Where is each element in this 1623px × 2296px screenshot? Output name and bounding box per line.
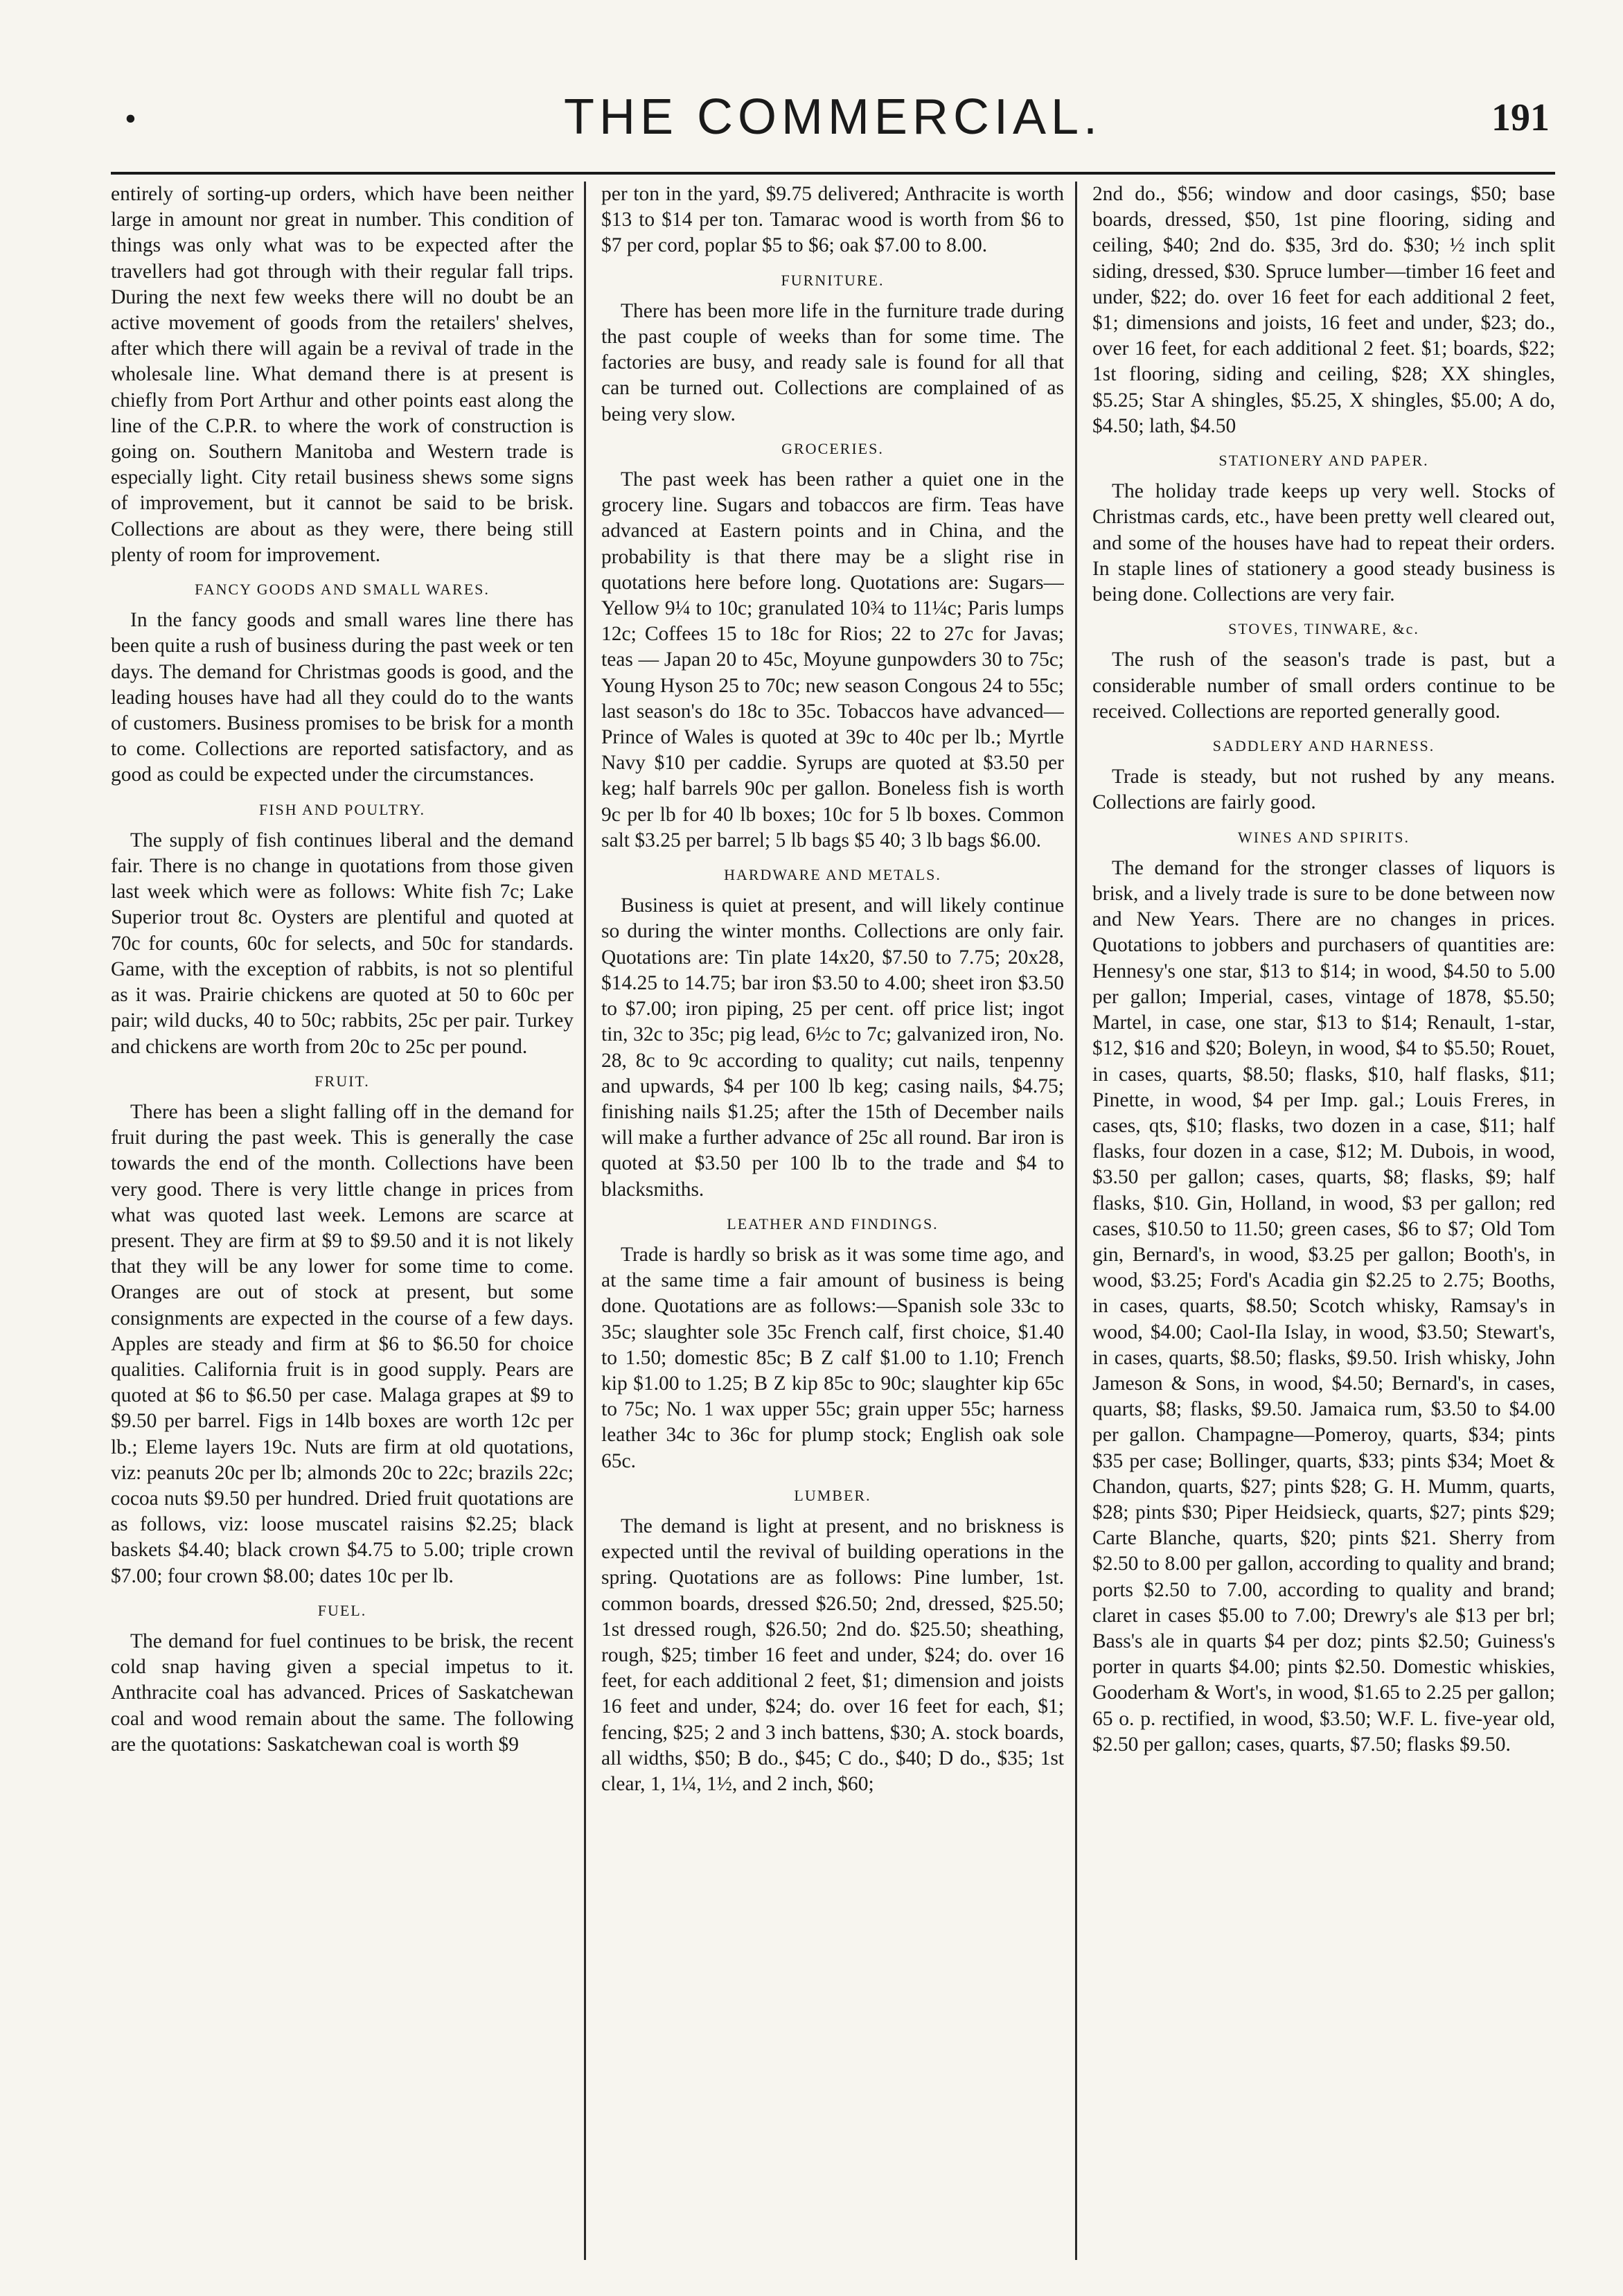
article-paragraph: The demand is light at present, and no briskness is expected until the revival of building operations in the spring. Quotations are as follows: Pine lumber, 1st. common boards, dressed $26.50; 2nd, dressed, $25.50; 1st dressed rough, $26.50; 2nd do. $25.50; sheathing, rough, $25; timber 16 feet and under, $24; do. over 16 feet, for each additional 2 feet, $1; dimension and joists 16 feet and under, $24; do. over 16 feet for each, $1; fencing, $25; 2 and 3 inch battens, $30; A. stock boards, all widths, $50; B do., $45; C do., $40; D do., $35; 1st clear, 1, 1¼, 1½, and 2 inch, $60; — [601, 1515, 1064, 1795]
masthead-title: THE COMMERCIAL. — [563, 89, 1103, 145]
section-heading: FRUIT. — [314, 1072, 370, 1090]
page-header — [111, 82, 1555, 151]
column-3 — [1092, 182, 1555, 2260]
article-paragraph: The past week has been rather a quiet one in the grocery line. Sugars and tobaccos are firm. Teas have advanced at Eastern points and in China, and the probability is that there may be a slight rise in quotations here before long. Quotations are: Sugars—Yellow 9¼ to 10c; granulated 10¾ to 11¼c; Paris lumps 12c; Coffees 15 to 18c for Rios; 22 to 27c for Javas; teas — Japan 20 to 45c, Moyune gunpowders 30 to 75c; Young Hyson 25 to 70c; new season Congous 24 to 55c; last season's do 18c to 35c. Tobaccos have advanced—Prince of Wales is quoted at 39c to 40c per lb.; Myrtle Navy $10 per caddie. Syrups are quoted at $3.50 per keg; half barrels 90c per gallon. Boneless fish is worth 9c per lb for 40 lb boxes; 10c for 5 lb boxes. Common salt $3.25 per barrel; 5 lb bags $5 40; 3 lb bags $6.00. — [601, 468, 1064, 851]
column-divider — [1075, 182, 1077, 2260]
column-2 — [601, 182, 1064, 2260]
article-paragraph: The holiday trade keeps up very well. Stocks of Christmas cards, etc., have been pretty well cleared out, and some of the houses have had to repeat their orders. In staple lines of stationery a good steady business is being done. Collections are very fair. — [1092, 480, 1555, 606]
article-paragraph: The supply of fish continues liberal and the demand fair. There is no change in quotations from those given last week which were as follows: White fish 7c; Lake Superior trout 8c. Oysters are plentiful and quoted at 70c for counts, 60c for selects, and 50c for standards. Game, with the exception of rabbits, is not so plentiful as it was. Prairie chickens are quoted at 50 to 60c per pair; wild ducks, 40 to 50c; rabbits, 25c per pair. Turkey and chickens are worth from 20c to 25c per pound. — [111, 829, 574, 1058]
article-paragraph: There has been a slight falling off in the demand for fruit during the past week. This is generally the case towards the end of the month. Collections have been very good. There is very little change in prices from what was quoted last week. Lemons are scarce at present. They are firm at $9 to $9.50 and it is not likely that they will be any lower for some time to come. Oranges are out of stock at present, but some consignments are expected in the course of a few days. Apples are steady and firm at $6 to $6.50 for choice qualities. California fruit is in good supply. Pears are quoted at $6 to $6.50 per case. Malaga grapes at $9 to $9.50 per barrel. Figs in 14lb boxes are worth 12c per lb.; Eleme layers 19c. Nuts are firm at old quotations, viz: peanuts 20c per lb; almonds 20c to 22c; brazils 22c; cocoa nuts $9.50 per hundred. Dried fruit quotations are as follows, viz: loose muscatel raisins $2.25; black baskets $4.40; black crown $4.75 to 5.00; triple crown $7.00; four crown $8.00; dates 10c per lb. — [111, 1100, 574, 1587]
section-heading: FISH AND POULTRY. — [258, 800, 425, 818]
section-heading: FURNITURE. — [781, 271, 885, 289]
article-paragraph: The demand for fuel continues to be brisk, the recent cold snap having given a special impetus to it. Anthracite coal has advanced. Prices of Saskatchewan coal and wood remain about the same. The following are the quotations: Saskatchewan coal is worth $9 — [111, 1630, 574, 1756]
article-paragraph: entirely of sorting-up orders, which have been neither large in amount nor great in number. This condition of things was only what was to be expected after the travellers had got through with their regular fall trips. During the next few weeks there will no doubt be an active movement of goods from the retailers' shelves, after which there will again be a revival of trade in the wholesale line. What demand there is at present is chiefly from Port Arthur and other points east along the line of the C.P.R. to where the work of construction is going on. Southern Manitoba and Western trade is especially light. City retail business shews some signs of improvement, but it cannot be said to be brisk. Collections are about as they were, there being still plenty of room for improvement. — [111, 183, 574, 566]
section-heading: FUEL. — [317, 1601, 367, 1619]
header-rule — [111, 172, 1555, 175]
section-heading: LUMBER. — [794, 1486, 871, 1504]
article-paragraph: The rush of the season's trade is past, but a considerable number of small orders continue to be received. Collections are reported generally good. — [1092, 648, 1555, 723]
section-heading: STOVES, TINWARE, &c. — [1228, 620, 1419, 638]
section-heading: GROCERIES. — [781, 439, 884, 457]
column-1 — [111, 182, 574, 2260]
column-divider — [584, 182, 586, 2260]
article-paragraph: In the fancy goods and small wares line there has been quite a rush of business during the past week or ten days. The demand for Christmas goods is good, and the leading houses have had all they could do to the wants of customers. Business promises to be brisk for a month to come. Collections are reported satisfactory, and as good as could be expected under the circumstances. — [111, 609, 574, 786]
section-heading: FANCY GOODS AND SMALL WARES. — [195, 581, 490, 599]
article-paragraph: 2nd do., $56; window and door casings, $50; base boards, dressed, $50, 1st pine flooring, siding and ceiling, $40; 2nd do. $35, 3rd do. $30; ½ inch split siding, dressed, $30. Spruce lumber—timber 16 feet and under, $22; do. over 16 feet for each additional 2 feet, $1; dimensions and joists, 16 feet and under, $23; do., over 16 feet, for each additional 2 feet. $1; boards, $22; 1st flooring, siding and ceiling, $28; XX shingles, $5.25; Star A shingles, $5.25, X shingles, $5.00; A do, $4.50; lath, $4.50 — [1092, 183, 1555, 437]
article-paragraph: The demand for the stronger classes of liquors is brisk, and a lively trade is sure to be done between now and New Years. There are no changes in prices. Quotations to jobbers and purchasers of quantities are: Hennesy's one star, $13 to $14; in wood, $4.50 to 5.00 per gallon; Imperial, cases, vintage of 1878, $5.50; Martel, in case, one star, $13 to $14; Renault, 1-star, $12, $16 and $20; Boleyn, in wood, $4 to $5.50; Rouet, in cases, quarts, $8.50; flasks, $10, half flasks, $11; Pinette, in wood, $4 per Imp. gal.; Louis Freres, in cases, qts, $10; flasks, two dozen in a case, $11; half flasks, four dozen in a case, $12; M. Dubois, in wood, $3.50 per gallon; cases, quarts, $8; flasks, $9; half flasks, $10. Gin, Holland, in wood, $3 per gallon; red cases, $10.50 to 11.50; green cases, $6 to $7; Old Tom gin, Bernard's, in wood, $3.25 per gallon; Booth's, in wood, $3.25; Ford's Acadia gin $2.25 to 2.75; Booths, in cases, quarts, $8.50; Scotch whisky, Ramsay's in wood, $4.00; Caol-Ila Islay, in wood, $3.50; Stewart's, in cases, quarts, $8.50; flasks, $9.50. Irish whisky, John Jameson & Sons, in wood, $4.50; Bernard's, in cases, quarts, $8; flasks, $9.50. Jamaica rum, $3.50 to $4.00 per gallon. Champagne—Pomeroy, quarts, $34; pints $35 per case; Bollinger, quarts, $33; pints $34; Moet & Chandon, quarts, $27; pints $28; G. H. Mumm, quarts, $28; pints $30; Piper Heidsieck, quarts, $27; pints $29; Carte Blanche, quarts, $20; pints $21. Sherry from $2.50 to 8.00 per gallon, according to quality and brand; ports $2.50 to 7.00, according to quality and brand; claret in cases $5.00 to 7.00; Drewry's ale $13 per brl; Bass's ale in quarts $4 per doz; pints $2.50; Guiness's porter in quarts $4.00; pints $2.50. Domestic whiskies, Gooderham & Wort's, in wood, $1.65 to 2.25 per gallon; 65 o. p. rectified, in wood, $3.50; W.F. L. five-year old, $2.50 per gallon; cases, quarts, $7.50; flasks $9.50. — [1092, 856, 1555, 1756]
article-paragraph: Business is quiet at present, and will likely continue so during the winter months. Collections are only fair. Quotations are: Tin plate 14x20, $7.50 to 7.75; 20x28, $14.25 to 14.75; bar iron $3.50 to 4.00; sheet iron $3.50 to $7.00; iron piping, 25 per cent. off price list; ingot tin, 32c to 35c; pig lead, 6½c to 7c; galvanized iron, No. 28, 8c to 9c according to quality; cut nails, tenpenny and upwards, $4 per 100 lb keg; casing nails, $4.75; finishing nails $1.25; after the 15th of December nails will make a further advance of 25c all round. Bar iron is quoted at $3.50 per 100 lb to the trade and $4 to blacksmiths. — [601, 894, 1064, 1201]
article-paragraph: There has been more life in the furniture trade during the past couple of weeks than for some time. The factories are busy, and ready sale is found for all that can be turned out. Collections are complained of as being very slow. — [601, 299, 1064, 425]
section-heading: WINES AND SPIRITS. — [1237, 828, 1410, 846]
section-heading: HARDWARE AND METALS. — [724, 866, 941, 884]
header-bullet: • — [125, 100, 136, 137]
article-paragraph: Trade is hardly so brisk as it was some time ago, and at the same time a fair amount of business is being done. Quotations are as follows:—Spanish sole 33c to 35c; slaughter sole 35c French calf, first choice, $1.40 to 1.50; domestic 85c; B Z calf $1.00 to 1.10; French kip $1.00 to 1.25; B Z kip 85c to 90c; slaughter kip 65c to 75c; No. 1 wax upper 55c; grain upper 55c; harness leather 34c to 36c for plump stock; English oak sole 65c. — [601, 1243, 1064, 1472]
section-heading: SADDLERY AND HARNESS. — [1212, 737, 1435, 755]
article-paragraph: Trade is steady, but not rushed by any means. Collections are fairly good. — [1092, 766, 1555, 814]
section-heading: LEATHER AND FINDINGS. — [727, 1215, 939, 1233]
section-heading: STATIONERY AND PAPER. — [1218, 452, 1429, 470]
article-paragraph: per ton in the yard, $9.75 delivered; Anthracite is worth $13 to $14 per ton. Tamarac wood is worth from $6 to $7 per cord, poplar $5 to $6; oak $7.00 to 8.00. — [601, 183, 1064, 257]
page-number: 191 — [1491, 96, 1550, 139]
